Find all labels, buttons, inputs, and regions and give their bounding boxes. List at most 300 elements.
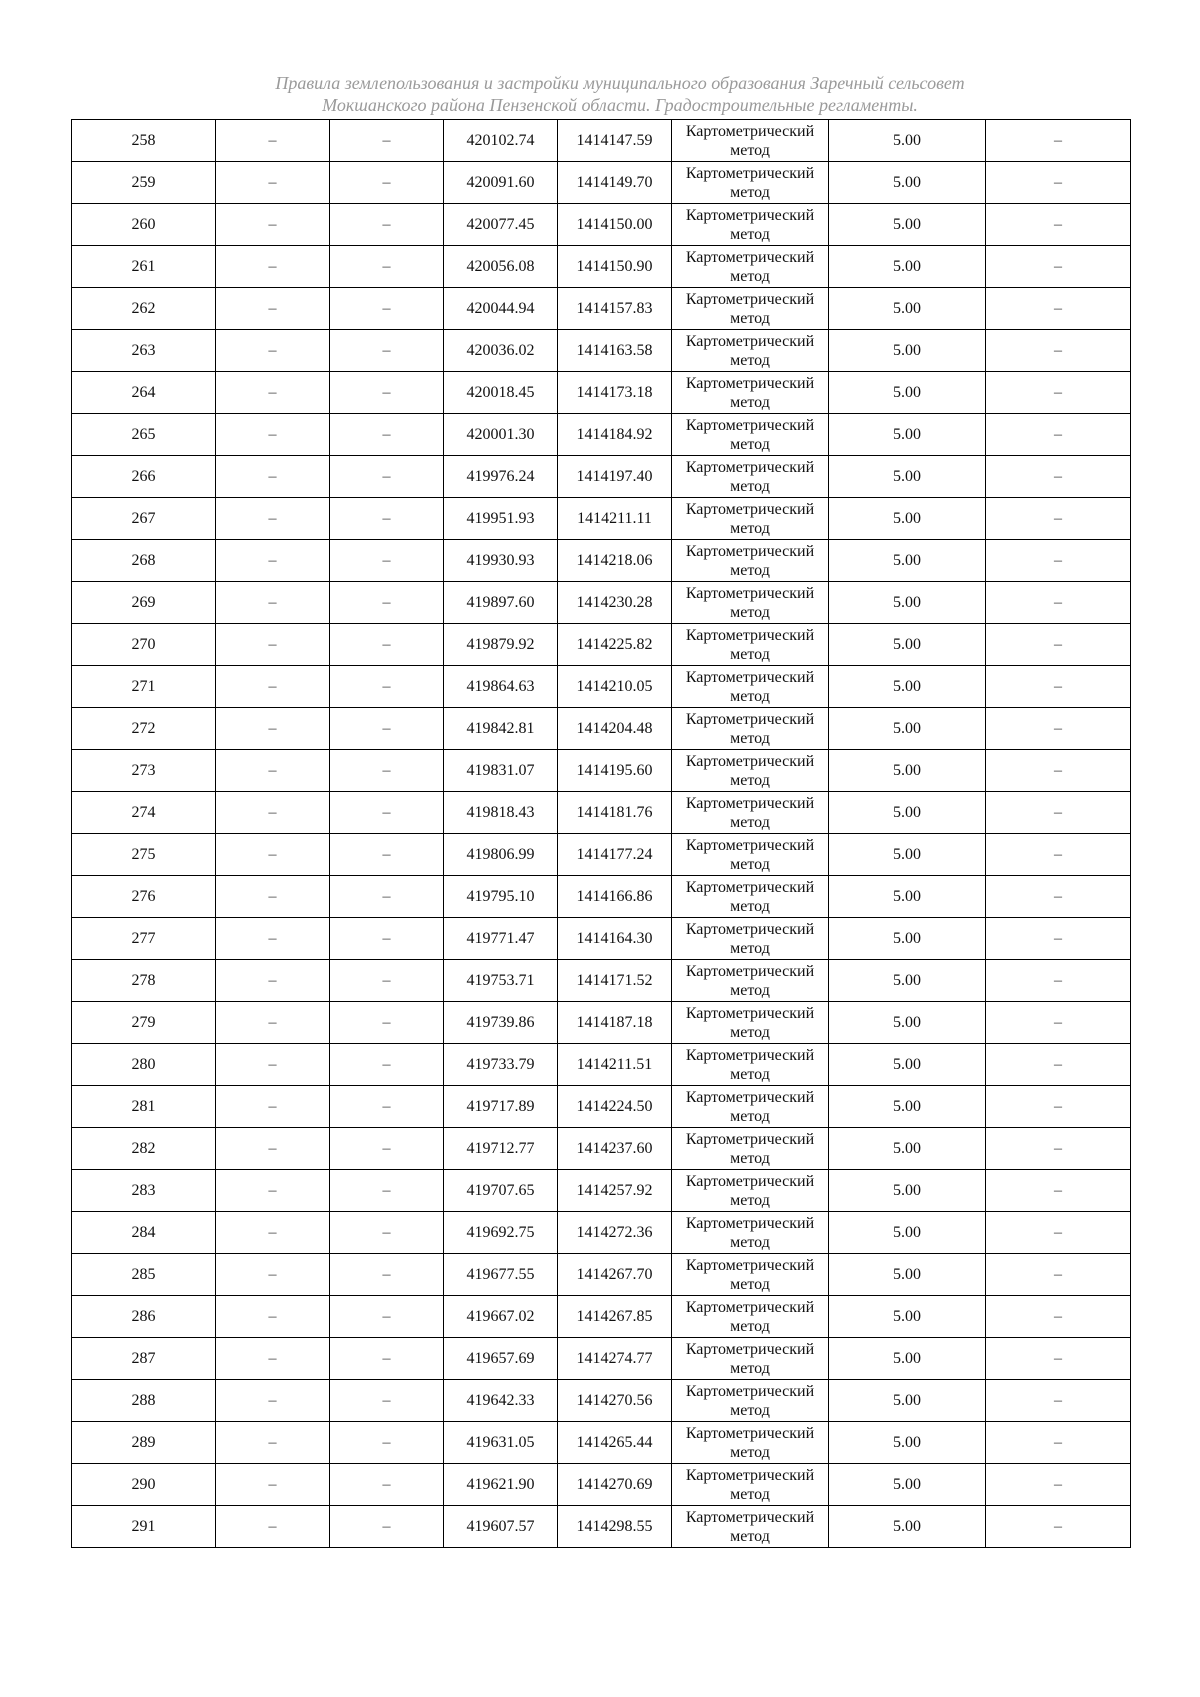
x-coordinate-cell: 419707.65 bbox=[444, 1170, 558, 1212]
y-coordinate-cell: 1414272.36 bbox=[558, 1212, 672, 1254]
point-number-cell: 289 bbox=[72, 1422, 216, 1464]
point-number-cell: 272 bbox=[72, 708, 216, 750]
point-number-cell: 263 bbox=[72, 330, 216, 372]
x-coordinate-cell: 420091.60 bbox=[444, 162, 558, 204]
method-text: Картометрический метод bbox=[685, 920, 815, 957]
empty-value-cell: – bbox=[216, 288, 330, 330]
table-row bbox=[72, 708, 1131, 750]
point-number-cell: 261 bbox=[72, 246, 216, 288]
method-text: Картометрический метод bbox=[685, 1130, 815, 1167]
y-coordinate-cell: 1414225.82 bbox=[558, 624, 672, 666]
coordinates-table bbox=[71, 119, 1131, 1548]
empty-value-cell: – bbox=[986, 960, 1131, 1002]
empty-value-cell: – bbox=[330, 792, 444, 834]
method-text: Картометрический метод bbox=[685, 1214, 815, 1251]
empty-value-cell: – bbox=[330, 246, 444, 288]
point-number-cell: 285 bbox=[72, 1254, 216, 1296]
point-number-cell: 262 bbox=[72, 288, 216, 330]
y-coordinate-cell: 1414187.18 bbox=[558, 1002, 672, 1044]
method-text: Картометрический метод bbox=[685, 542, 815, 579]
x-coordinate-cell: 419771.47 bbox=[444, 918, 558, 960]
empty-value-cell: – bbox=[216, 834, 330, 876]
method-cell bbox=[672, 288, 829, 330]
empty-value-cell: – bbox=[330, 162, 444, 204]
x-coordinate-cell: 420044.94 bbox=[444, 288, 558, 330]
x-coordinate-cell: 419795.10 bbox=[444, 876, 558, 918]
method-cell bbox=[672, 1464, 829, 1506]
point-number-cell: 266 bbox=[72, 456, 216, 498]
method-text: Картометрический метод bbox=[685, 1046, 815, 1083]
y-coordinate-cell: 1414164.30 bbox=[558, 918, 672, 960]
method-text: Картометрический метод bbox=[685, 584, 815, 621]
empty-value-cell: – bbox=[986, 1128, 1131, 1170]
empty-value-cell: – bbox=[330, 834, 444, 876]
method-text: Картометрический метод bbox=[685, 1382, 815, 1419]
empty-value-cell: – bbox=[330, 1380, 444, 1422]
method-text: Картометрический метод bbox=[685, 668, 815, 705]
precision-cell: 5.00 bbox=[829, 708, 986, 750]
precision-cell: 5.00 bbox=[829, 540, 986, 582]
point-number-cell: 287 bbox=[72, 1338, 216, 1380]
x-coordinate-cell: 419739.86 bbox=[444, 1002, 558, 1044]
empty-value-cell: – bbox=[216, 540, 330, 582]
table-row bbox=[72, 582, 1131, 624]
method-cell bbox=[672, 162, 829, 204]
table-row bbox=[72, 1086, 1131, 1128]
x-coordinate-cell: 419976.24 bbox=[444, 456, 558, 498]
y-coordinate-cell: 1414270.56 bbox=[558, 1380, 672, 1422]
precision-cell: 5.00 bbox=[829, 1506, 986, 1548]
method-text: Картометрический метод bbox=[685, 1256, 815, 1293]
y-coordinate-cell: 1414149.70 bbox=[558, 162, 672, 204]
point-number-cell: 276 bbox=[72, 876, 216, 918]
precision-cell: 5.00 bbox=[829, 1044, 986, 1086]
y-coordinate-cell: 1414195.60 bbox=[558, 750, 672, 792]
point-number-cell: 273 bbox=[72, 750, 216, 792]
method-text: Картометрический метод bbox=[685, 1088, 815, 1125]
method-cell bbox=[672, 1044, 829, 1086]
precision-cell: 5.00 bbox=[829, 582, 986, 624]
method-text: Картометрический метод bbox=[685, 710, 815, 747]
point-number-cell: 278 bbox=[72, 960, 216, 1002]
method-cell bbox=[672, 1212, 829, 1254]
empty-value-cell: – bbox=[216, 792, 330, 834]
empty-value-cell: – bbox=[216, 498, 330, 540]
method-cell bbox=[672, 1422, 829, 1464]
x-coordinate-cell: 419842.81 bbox=[444, 708, 558, 750]
point-number-cell: 291 bbox=[72, 1506, 216, 1548]
precision-cell: 5.00 bbox=[829, 666, 986, 708]
x-coordinate-cell: 419677.55 bbox=[444, 1254, 558, 1296]
y-coordinate-cell: 1414210.05 bbox=[558, 666, 672, 708]
empty-value-cell: – bbox=[986, 204, 1131, 246]
precision-cell: 5.00 bbox=[829, 876, 986, 918]
method-text: Картометрический метод bbox=[685, 962, 815, 999]
x-coordinate-cell: 419607.57 bbox=[444, 1506, 558, 1548]
y-coordinate-cell: 1414166.86 bbox=[558, 876, 672, 918]
empty-value-cell: – bbox=[986, 1170, 1131, 1212]
method-cell bbox=[672, 414, 829, 456]
table-row bbox=[72, 498, 1131, 540]
table-row bbox=[72, 1506, 1131, 1548]
page-header-line-1: Правила землепользования и застройки муниципального образования Заречный сельсовет bbox=[275, 73, 965, 93]
empty-value-cell: – bbox=[986, 246, 1131, 288]
precision-cell: 5.00 bbox=[829, 162, 986, 204]
empty-value-cell: – bbox=[986, 834, 1131, 876]
empty-value-cell: – bbox=[216, 120, 330, 162]
empty-value-cell: – bbox=[986, 876, 1131, 918]
point-number-cell: 286 bbox=[72, 1296, 216, 1338]
point-number-cell: 271 bbox=[72, 666, 216, 708]
table-row bbox=[72, 162, 1131, 204]
point-number-cell: 264 bbox=[72, 372, 216, 414]
precision-cell: 5.00 bbox=[829, 120, 986, 162]
table-row bbox=[72, 1380, 1131, 1422]
x-coordinate-cell: 419753.71 bbox=[444, 960, 558, 1002]
empty-value-cell: – bbox=[330, 1254, 444, 1296]
empty-value-cell: – bbox=[216, 1044, 330, 1086]
x-coordinate-cell: 420001.30 bbox=[444, 414, 558, 456]
empty-value-cell: – bbox=[330, 1044, 444, 1086]
empty-value-cell: – bbox=[216, 876, 330, 918]
empty-value-cell: – bbox=[216, 582, 330, 624]
point-number-cell: 269 bbox=[72, 582, 216, 624]
table-row bbox=[72, 624, 1131, 666]
empty-value-cell: – bbox=[216, 960, 330, 1002]
empty-value-cell: – bbox=[330, 372, 444, 414]
empty-value-cell: – bbox=[330, 960, 444, 1002]
empty-value-cell: – bbox=[986, 1002, 1131, 1044]
x-coordinate-cell: 419717.89 bbox=[444, 1086, 558, 1128]
method-text: Картометрический метод bbox=[685, 458, 815, 495]
x-coordinate-cell: 420018.45 bbox=[444, 372, 558, 414]
empty-value-cell: – bbox=[986, 918, 1131, 960]
method-text: Картометрический метод bbox=[685, 626, 815, 663]
point-number-cell: 277 bbox=[72, 918, 216, 960]
table-row bbox=[72, 246, 1131, 288]
empty-value-cell: – bbox=[216, 246, 330, 288]
precision-cell: 5.00 bbox=[829, 1464, 986, 1506]
point-number-cell: 279 bbox=[72, 1002, 216, 1044]
empty-value-cell: – bbox=[330, 876, 444, 918]
empty-value-cell: – bbox=[330, 414, 444, 456]
method-text: Картометрический метод bbox=[685, 1298, 815, 1335]
empty-value-cell: – bbox=[216, 666, 330, 708]
y-coordinate-cell: 1414181.76 bbox=[558, 792, 672, 834]
y-coordinate-cell: 1414230.28 bbox=[558, 582, 672, 624]
empty-value-cell: – bbox=[330, 1296, 444, 1338]
method-text: Картометрический метод bbox=[685, 752, 815, 789]
method-text: Картометрический метод bbox=[685, 1340, 815, 1377]
method-text: Картометрический метод bbox=[685, 206, 815, 243]
empty-value-cell: – bbox=[216, 1170, 330, 1212]
empty-value-cell: – bbox=[330, 1128, 444, 1170]
empty-value-cell: – bbox=[216, 1338, 330, 1380]
x-coordinate-cell: 419818.43 bbox=[444, 792, 558, 834]
table-row bbox=[72, 456, 1131, 498]
empty-value-cell: – bbox=[216, 1380, 330, 1422]
method-cell bbox=[672, 750, 829, 792]
empty-value-cell: – bbox=[986, 1296, 1131, 1338]
precision-cell: 5.00 bbox=[829, 330, 986, 372]
precision-cell: 5.00 bbox=[829, 288, 986, 330]
method-cell bbox=[672, 1296, 829, 1338]
y-coordinate-cell: 1414298.55 bbox=[558, 1506, 672, 1548]
table-row bbox=[72, 330, 1131, 372]
table-row bbox=[72, 918, 1131, 960]
y-coordinate-cell: 1414257.92 bbox=[558, 1170, 672, 1212]
empty-value-cell: – bbox=[986, 666, 1131, 708]
point-number-cell: 275 bbox=[72, 834, 216, 876]
point-number-cell: 288 bbox=[72, 1380, 216, 1422]
empty-value-cell: – bbox=[330, 918, 444, 960]
method-text: Картометрический метод bbox=[685, 1508, 815, 1545]
table-row bbox=[72, 1338, 1131, 1380]
method-cell bbox=[672, 120, 829, 162]
y-coordinate-cell: 1414224.50 bbox=[558, 1086, 672, 1128]
empty-value-cell: – bbox=[330, 1464, 444, 1506]
method-cell bbox=[672, 960, 829, 1002]
empty-value-cell: – bbox=[986, 414, 1131, 456]
empty-value-cell: – bbox=[986, 792, 1131, 834]
point-number-cell: 270 bbox=[72, 624, 216, 666]
empty-value-cell: – bbox=[216, 1086, 330, 1128]
method-text: Картометрический метод bbox=[685, 1466, 815, 1503]
empty-value-cell: – bbox=[216, 1212, 330, 1254]
empty-value-cell: – bbox=[216, 204, 330, 246]
x-coordinate-cell: 419897.60 bbox=[444, 582, 558, 624]
empty-value-cell: – bbox=[986, 1422, 1131, 1464]
precision-cell: 5.00 bbox=[829, 918, 986, 960]
y-coordinate-cell: 1414211.51 bbox=[558, 1044, 672, 1086]
precision-cell: 5.00 bbox=[829, 1128, 986, 1170]
y-coordinate-cell: 1414270.69 bbox=[558, 1464, 672, 1506]
y-coordinate-cell: 1414267.70 bbox=[558, 1254, 672, 1296]
y-coordinate-cell: 1414163.58 bbox=[558, 330, 672, 372]
empty-value-cell: – bbox=[986, 1464, 1131, 1506]
method-cell bbox=[672, 582, 829, 624]
table-row bbox=[72, 288, 1131, 330]
empty-value-cell: – bbox=[986, 162, 1131, 204]
method-text: Картометрический метод bbox=[685, 332, 815, 369]
table-row bbox=[72, 1128, 1131, 1170]
point-number-cell: 281 bbox=[72, 1086, 216, 1128]
page-header bbox=[140, 72, 1100, 116]
y-coordinate-cell: 1414211.11 bbox=[558, 498, 672, 540]
method-cell bbox=[672, 540, 829, 582]
point-number-cell: 268 bbox=[72, 540, 216, 582]
empty-value-cell: – bbox=[986, 120, 1131, 162]
empty-value-cell: – bbox=[330, 708, 444, 750]
y-coordinate-cell: 1414173.18 bbox=[558, 372, 672, 414]
y-coordinate-cell: 1414218.06 bbox=[558, 540, 672, 582]
empty-value-cell: – bbox=[330, 498, 444, 540]
method-cell bbox=[672, 792, 829, 834]
table-row bbox=[72, 1170, 1131, 1212]
x-coordinate-cell: 419642.33 bbox=[444, 1380, 558, 1422]
empty-value-cell: – bbox=[986, 1212, 1131, 1254]
method-cell bbox=[672, 372, 829, 414]
method-text: Картометрический метод bbox=[685, 374, 815, 411]
method-text: Картометрический метод bbox=[685, 878, 815, 915]
table-row bbox=[72, 1422, 1131, 1464]
precision-cell: 5.00 bbox=[829, 1086, 986, 1128]
empty-value-cell: – bbox=[986, 456, 1131, 498]
method-text: Картометрический метод bbox=[685, 836, 815, 873]
method-text: Картометрический метод bbox=[685, 248, 815, 285]
precision-cell: 5.00 bbox=[829, 372, 986, 414]
table-row bbox=[72, 876, 1131, 918]
precision-cell: 5.00 bbox=[829, 834, 986, 876]
y-coordinate-cell: 1414197.40 bbox=[558, 456, 672, 498]
empty-value-cell: – bbox=[330, 1002, 444, 1044]
empty-value-cell: – bbox=[986, 708, 1131, 750]
table-row bbox=[72, 1044, 1131, 1086]
x-coordinate-cell: 420102.74 bbox=[444, 120, 558, 162]
precision-cell: 5.00 bbox=[829, 246, 986, 288]
method-cell bbox=[672, 918, 829, 960]
method-text: Картометрический метод bbox=[685, 794, 815, 831]
method-cell bbox=[672, 876, 829, 918]
x-coordinate-cell: 419806.99 bbox=[444, 834, 558, 876]
x-coordinate-cell: 419657.69 bbox=[444, 1338, 558, 1380]
precision-cell: 5.00 bbox=[829, 1422, 986, 1464]
method-cell bbox=[672, 708, 829, 750]
point-number-cell: 274 bbox=[72, 792, 216, 834]
empty-value-cell: – bbox=[216, 456, 330, 498]
y-coordinate-cell: 1414150.00 bbox=[558, 204, 672, 246]
method-cell bbox=[672, 1086, 829, 1128]
y-coordinate-cell: 1414274.77 bbox=[558, 1338, 672, 1380]
x-coordinate-cell: 419879.92 bbox=[444, 624, 558, 666]
x-coordinate-cell: 420056.08 bbox=[444, 246, 558, 288]
empty-value-cell: – bbox=[330, 288, 444, 330]
method-cell bbox=[672, 456, 829, 498]
point-number-cell: 280 bbox=[72, 1044, 216, 1086]
empty-value-cell: – bbox=[216, 750, 330, 792]
precision-cell: 5.00 bbox=[829, 1212, 986, 1254]
empty-value-cell: – bbox=[330, 750, 444, 792]
point-number-cell: 265 bbox=[72, 414, 216, 456]
empty-value-cell: – bbox=[986, 288, 1131, 330]
empty-value-cell: – bbox=[330, 1506, 444, 1548]
x-coordinate-cell: 419692.75 bbox=[444, 1212, 558, 1254]
point-number-cell: 284 bbox=[72, 1212, 216, 1254]
empty-value-cell: – bbox=[330, 120, 444, 162]
method-text: Картометрический метод bbox=[685, 1004, 815, 1041]
precision-cell: 5.00 bbox=[829, 1380, 986, 1422]
table-row bbox=[72, 1002, 1131, 1044]
point-number-cell: 260 bbox=[72, 204, 216, 246]
table-body bbox=[72, 120, 1131, 1548]
y-coordinate-cell: 1414237.60 bbox=[558, 1128, 672, 1170]
table-row bbox=[72, 204, 1131, 246]
table-row bbox=[72, 372, 1131, 414]
x-coordinate-cell: 419831.07 bbox=[444, 750, 558, 792]
empty-value-cell: – bbox=[986, 498, 1131, 540]
empty-value-cell: – bbox=[216, 162, 330, 204]
empty-value-cell: – bbox=[986, 1338, 1131, 1380]
method-cell bbox=[672, 1506, 829, 1548]
x-coordinate-cell: 419733.79 bbox=[444, 1044, 558, 1086]
empty-value-cell: – bbox=[216, 330, 330, 372]
method-cell bbox=[672, 498, 829, 540]
empty-value-cell: – bbox=[330, 540, 444, 582]
y-coordinate-cell: 1414157.83 bbox=[558, 288, 672, 330]
method-text: Картометрический метод bbox=[685, 122, 815, 159]
method-cell bbox=[672, 1380, 829, 1422]
empty-value-cell: – bbox=[330, 1422, 444, 1464]
empty-value-cell: – bbox=[216, 1296, 330, 1338]
empty-value-cell: – bbox=[216, 708, 330, 750]
empty-value-cell: – bbox=[216, 1464, 330, 1506]
x-coordinate-cell: 419951.93 bbox=[444, 498, 558, 540]
empty-value-cell: – bbox=[330, 666, 444, 708]
x-coordinate-cell: 420036.02 bbox=[444, 330, 558, 372]
empty-value-cell: – bbox=[986, 750, 1131, 792]
x-coordinate-cell: 419930.93 bbox=[444, 540, 558, 582]
x-coordinate-cell: 419864.63 bbox=[444, 666, 558, 708]
empty-value-cell: – bbox=[216, 1422, 330, 1464]
table-row bbox=[72, 414, 1131, 456]
empty-value-cell: – bbox=[986, 1380, 1131, 1422]
method-cell bbox=[672, 1170, 829, 1212]
method-cell bbox=[672, 330, 829, 372]
method-text: Картометрический метод bbox=[685, 290, 815, 327]
empty-value-cell: – bbox=[986, 624, 1131, 666]
y-coordinate-cell: 1414177.24 bbox=[558, 834, 672, 876]
empty-value-cell: – bbox=[986, 1506, 1131, 1548]
method-cell bbox=[672, 624, 829, 666]
precision-cell: 5.00 bbox=[829, 1254, 986, 1296]
empty-value-cell: – bbox=[330, 330, 444, 372]
table-row bbox=[72, 540, 1131, 582]
empty-value-cell: – bbox=[330, 582, 444, 624]
table-row bbox=[72, 1254, 1131, 1296]
method-cell bbox=[672, 1338, 829, 1380]
empty-value-cell: – bbox=[330, 1086, 444, 1128]
table-row bbox=[72, 666, 1131, 708]
point-number-cell: 283 bbox=[72, 1170, 216, 1212]
empty-value-cell: – bbox=[986, 1086, 1131, 1128]
precision-cell: 5.00 bbox=[829, 204, 986, 246]
table-row bbox=[72, 120, 1131, 162]
precision-cell: 5.00 bbox=[829, 750, 986, 792]
point-number-cell: 258 bbox=[72, 120, 216, 162]
empty-value-cell: – bbox=[986, 372, 1131, 414]
precision-cell: 5.00 bbox=[829, 414, 986, 456]
empty-value-cell: – bbox=[216, 372, 330, 414]
empty-value-cell: – bbox=[216, 414, 330, 456]
page-header-line-2: Мокшанского района Пензенской области. Градостроительные регламенты. bbox=[322, 95, 918, 115]
precision-cell: 5.00 bbox=[829, 624, 986, 666]
empty-value-cell: – bbox=[330, 1212, 444, 1254]
y-coordinate-cell: 1414184.92 bbox=[558, 414, 672, 456]
precision-cell: 5.00 bbox=[829, 498, 986, 540]
precision-cell: 5.00 bbox=[829, 1170, 986, 1212]
x-coordinate-cell: 420077.45 bbox=[444, 204, 558, 246]
empty-value-cell: – bbox=[986, 330, 1131, 372]
point-number-cell: 290 bbox=[72, 1464, 216, 1506]
empty-value-cell: – bbox=[330, 204, 444, 246]
method-cell bbox=[672, 1128, 829, 1170]
table-row bbox=[72, 792, 1131, 834]
method-cell bbox=[672, 1254, 829, 1296]
table-row bbox=[72, 1212, 1131, 1254]
method-text: Картометрический метод bbox=[685, 164, 815, 201]
precision-cell: 5.00 bbox=[829, 1296, 986, 1338]
method-cell bbox=[672, 246, 829, 288]
